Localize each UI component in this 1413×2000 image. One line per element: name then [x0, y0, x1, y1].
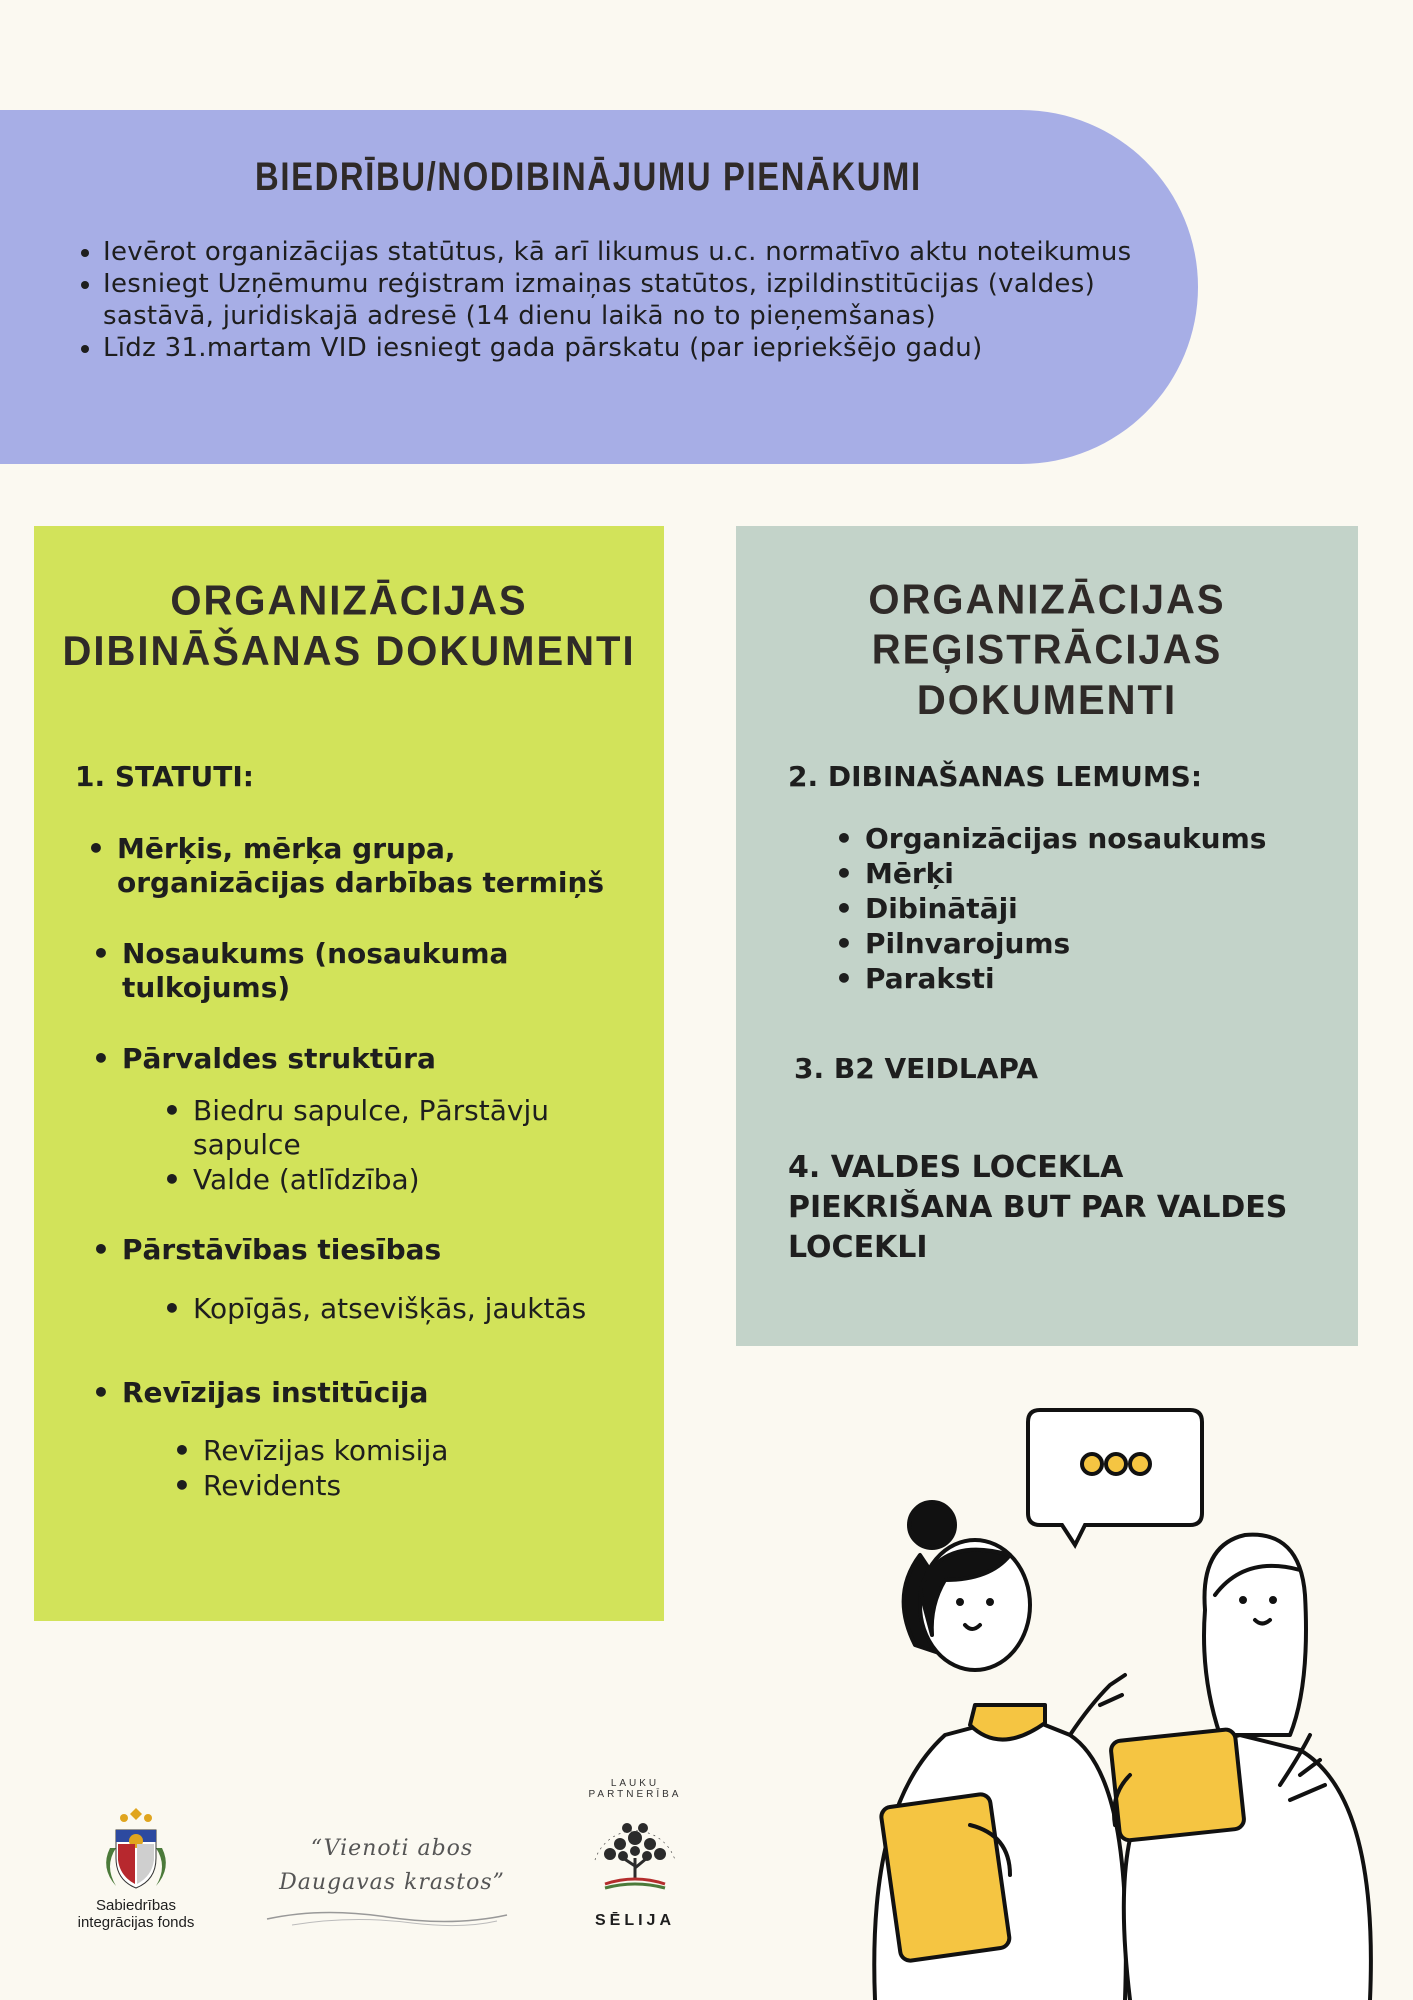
representation-sub: • Kopīgās, atsevišķās, jauktās: [193, 1292, 586, 1326]
decision-sub-signatures: • Paraksti: [865, 962, 995, 996]
statuti-bullet-name: • Nosaukums (nosaukuma tulkojums): [122, 937, 542, 1005]
left-woman-figure: [874, 1502, 1126, 2000]
selija-tree-icon: [565, 1788, 705, 1908]
coat-of-arms-icon: [96, 1808, 176, 1892]
registration-documents-title: ORGANIZĀCIJAS REĢISTRĀCIJAS DOKUMENTI: [868, 576, 1226, 724]
audit-sub-commission: • Revīzijas komisija: [203, 1434, 448, 1468]
duties-item: • Iesniegt Uzņēmumu reģistram izmaiņas statūtos, izpildinstitūcijas (valdes) sastāvā, juridiskajā adresē (14 dienu laikā no to pieņemšanas): [103, 268, 1163, 332]
two-women-talking-illustration: [860, 1405, 1390, 2000]
selija-name: SĒLIJA: [594, 1912, 675, 1929]
decision-sub-goals: • Mērķi: [865, 857, 954, 891]
structure-sub-board: • Valde (atlīdzība): [193, 1163, 420, 1197]
duties-item: • Līdz 31.martam VID iesniegt gada pārskatu (par iepriekšējo gadu): [103, 332, 1163, 364]
statuti-bullet-representation: • Pārstāvības tiesības: [122, 1233, 441, 1267]
founding-documents-title: ORGANIZĀCIJAS DIBINĀŠANAS DOKUMENTI: [62, 577, 636, 675]
audit-sub-auditor: • Revidents: [203, 1469, 341, 1503]
right-woman-figure: [1110, 1535, 1371, 2000]
waves-icon: [262, 1905, 512, 1929]
board-consent-heading: 4. VALDES LOCEKLA PIEKRIŠANA BUT PAR VALDES LOCEKLI: [788, 1150, 1288, 1265]
decision-sub-name: • Organizācijas nosaukums: [865, 822, 1266, 856]
duties-item: • Ievērot organizācijas statūtus, kā arī likumus u.c. normatīvo aktu noteikumus: [103, 236, 1163, 268]
speech-bubble-icon: [1028, 1410, 1202, 1545]
duties-list: [75, 236, 1163, 364]
structure-sub-meeting: • Biedru sapulce, Pārstāvju sapulce: [193, 1094, 613, 1162]
statuti-bullet-purpose: • Mērķis, mērķa grupa, organizācijas darbības termiņš: [117, 832, 647, 900]
statuti-bullet-structure: • Pārvaldes struktūra: [122, 1042, 436, 1076]
decision-sub-founders: • Dibinātāji: [865, 892, 1018, 926]
decision-heading: 2. DIBINAŠANAS LEMUMS:: [788, 760, 1203, 793]
statuti-bullet-audit: • Revīzijas institūcija: [122, 1376, 428, 1410]
duties-title: BIEDRĪBU/NODIBINĀJUMU PIENĀKUMI: [255, 155, 922, 199]
statuti-heading: 1. STATUTI:: [75, 760, 255, 793]
slogan-logo: “Vienoti abos Daugavas krastos”: [279, 1836, 505, 1895]
b2-form-heading: 3. B2 VEIDLAPA: [794, 1052, 1039, 1085]
decision-sub-authorization: • Pilnvarojums: [865, 927, 1070, 961]
sif-caption: Sabiedrības integrācijas fonds: [77, 1897, 195, 1931]
selija-arc-text: LAUKU PARTNERĪBA: [588, 1778, 682, 1800]
